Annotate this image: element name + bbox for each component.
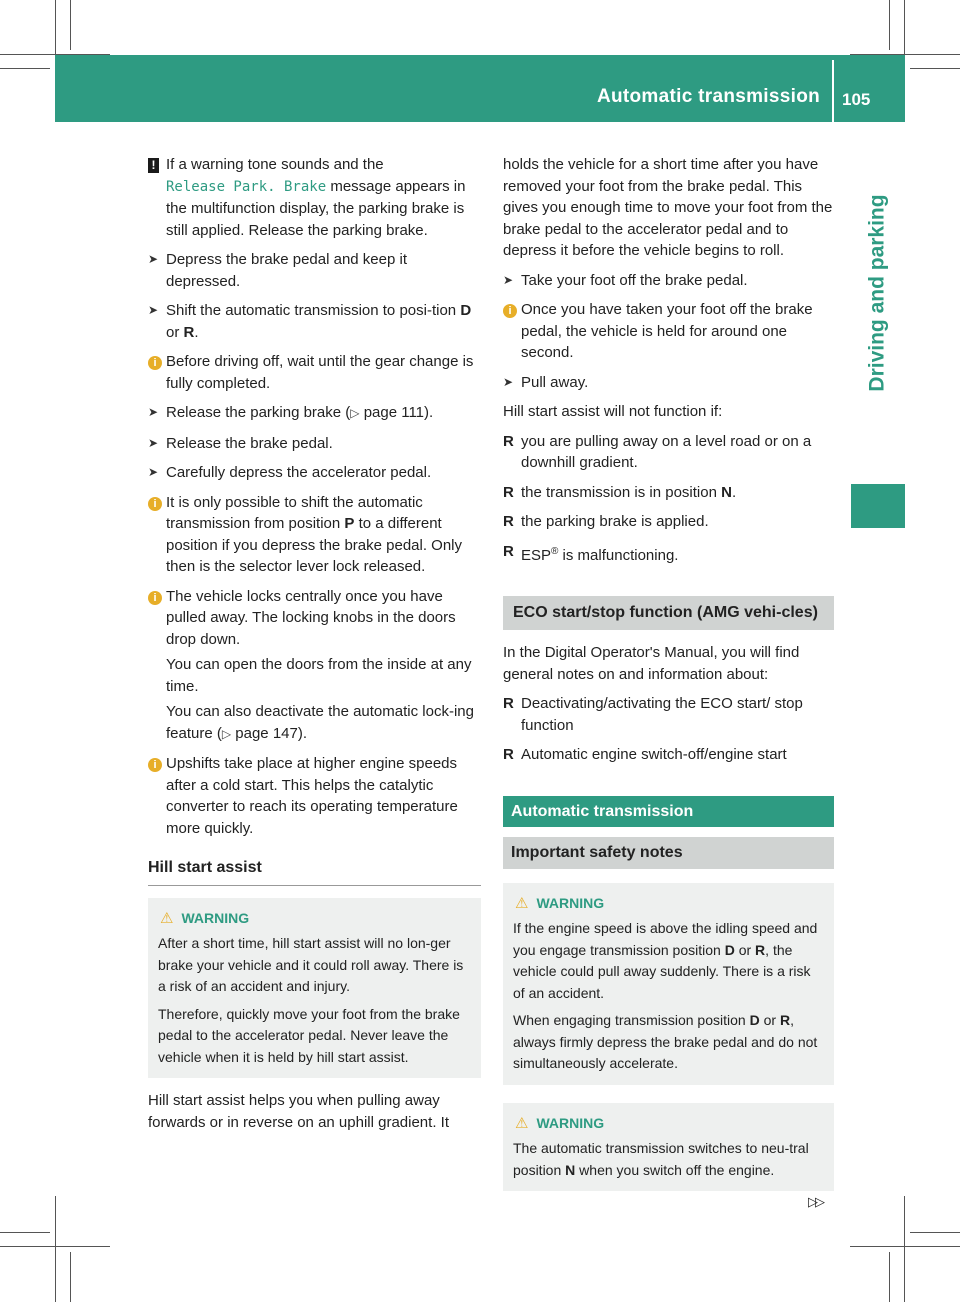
- page-ref-icon: ▷: [350, 406, 360, 420]
- arrow-icon: ➤: [148, 435, 159, 450]
- section-heading: ECO start/stop function (AMG vehi-cles): [503, 596, 834, 630]
- section-heading: Hill start assist: [148, 857, 481, 886]
- info-icon: i: [148, 591, 162, 605]
- step-item: ➤ Release the brake pedal.: [148, 433, 481, 455]
- warning-note: ! If a warning tone sounds and the Release Park. Brake message appears in the multifunction display, the parking brake is still applied. Release the parking brake.: [148, 154, 481, 241]
- left-column: [148, 154, 481, 1141]
- exclamation-icon: !: [148, 158, 159, 173]
- step-item: ➤ Shift the automatic transmission to posi-tion D or R.: [148, 302, 472, 341]
- step-item: ➤ Pull away.: [503, 372, 834, 394]
- info-note: i It is only possible to shift the automatic transmission from position P to a different position if you depress the brake pedal. Only then is the selector lever lock released.: [148, 492, 481, 578]
- chapter-heading: Automatic transmission: [503, 796, 834, 828]
- side-tab-marker: [851, 484, 905, 528]
- crop-mark: [0, 68, 50, 69]
- display-message: Release Park. Brake: [166, 178, 327, 195]
- info-note: i Upshifts take place at higher engine speeds after a cold start. This helps the catalytic converter to reach its operating temperature more quickly.: [148, 753, 481, 839]
- arrow-icon: ➤: [503, 272, 514, 287]
- page-reference[interactable]: page 111).: [363, 404, 434, 421]
- info-icon: i: [148, 758, 162, 772]
- step-item: ➤ Take your foot off the brake pedal.: [503, 270, 834, 292]
- page-number: 105: [842, 90, 871, 109]
- warning-box: ⚠ WARNING If the engine speed is above the idling speed and you engage transmission position D or R, the vehicle could pull away suddenly. There is a risk of an accident. When engaging transmission position D or R, always firmly depress the brake pedal and do not simultaneously accelerate.: [503, 883, 834, 1085]
- header-divider: [832, 60, 834, 122]
- warning-triangle-icon: ⚠: [515, 1114, 529, 1132]
- crop-mark: [0, 1232, 50, 1233]
- warning-box: ⚠ WARNING After a short time, hill start assist will no lon-ger brake your vehicle and it could roll away. There is a risk of an accident and injury. Therefore, quickly move your foot from the brake pedal to the accelerator pedal. Never leave the vehicle when it is held by hill start assist.: [148, 898, 481, 1079]
- warning-triangle-icon: ⚠: [515, 894, 529, 912]
- step-item: ➤ Release the parking brake (▷ page 111).: [148, 402, 481, 425]
- bullet-icon: R: [503, 746, 514, 763]
- continue-icon: ▷▷: [808, 1194, 822, 1209]
- arrow-icon: ➤: [148, 405, 159, 419]
- header-title: Automatic transmission: [596, 86, 820, 107]
- info-note: i The vehicle locks centrally once you have pulled away. The locking knobs in the doors drop down. You can open the doors from the inside at any time. You can also deactivate the automatic lock-ing feature (▷ page 147).: [148, 586, 481, 746]
- info-note: i Before driving off, wait until the gear change is fully completed.: [148, 351, 481, 394]
- list-item: R Deactivating/activating the ECO start/ stop function: [503, 695, 803, 734]
- bullet-icon: R: [503, 542, 514, 560]
- crop-mark: [889, 1252, 890, 1302]
- body-text: holds the vehicle for a short time after you have removed your foot from the brake pedal. This gives you enough time to move your foot from the brake pedal to the accelerator pedal and to depress it before the vehicle begins to roll.: [503, 156, 833, 259]
- arrow-icon: ➤: [503, 374, 514, 389]
- right-column: [503, 154, 834, 1203]
- bullet-icon: R: [503, 432, 514, 450]
- info-note: i Once you have taken your foot off the brake pedal, the vehicle is held for around one second.: [503, 299, 834, 364]
- info-icon: i: [148, 497, 162, 511]
- warning-triangle-icon: ⚠: [160, 909, 174, 927]
- crop-mark: [70, 0, 71, 50]
- step-item: ➤ Carefully depress the accelerator pedal.: [148, 462, 481, 484]
- page-ref-icon: ▷: [221, 726, 232, 741]
- info-icon: i: [148, 356, 162, 370]
- body-text: In the Digital Operator's Manual, you will find general notes on and information about:: [503, 644, 800, 683]
- arrow-icon: ➤: [148, 252, 159, 266]
- crop-mark: [70, 1252, 71, 1302]
- list-item: R the transmission is in position N.: [503, 482, 834, 504]
- body-text: Hill start assist will not function if:: [503, 403, 723, 420]
- body-text: Hill start assist helps you when pulling away forwards or in reverse on an uphill gradient. It: [148, 1092, 449, 1131]
- crop-mark: [55, 1196, 56, 1302]
- bullet-icon: R: [503, 513, 514, 530]
- side-tab: [851, 148, 905, 438]
- crop-mark: [910, 68, 960, 69]
- bullet-icon: R: [503, 695, 514, 712]
- list-item: R you are pulling away on a level road or on a downhill gradient.: [503, 432, 812, 471]
- crop-mark: [889, 0, 890, 50]
- step-item: ➤ Depress the brake pedal and keep it depressed.: [148, 251, 407, 290]
- page-reference[interactable]: page 147).: [235, 724, 308, 742]
- bullet-icon: R: [503, 483, 514, 501]
- crop-mark: [850, 1246, 960, 1247]
- arrow-icon: ➤: [148, 465, 159, 479]
- list-item: R the parking brake is applied.: [503, 511, 834, 533]
- list-item: R ESP® is malfunctioning.: [503, 542, 679, 564]
- crop-mark: [910, 1232, 960, 1233]
- list-item: R Automatic engine switch-off/engine start: [503, 744, 834, 766]
- warning-box: ⚠ WARNING The automatic transmission switches to neu-tral position N when you switch off the engine.: [503, 1103, 834, 1192]
- section-heading: Important safety notes: [503, 837, 834, 869]
- side-tab-label: Driving and parking: [866, 194, 890, 392]
- arrow-icon: ➤: [148, 303, 159, 317]
- info-icon: i: [503, 304, 517, 318]
- crop-mark: [904, 1196, 905, 1302]
